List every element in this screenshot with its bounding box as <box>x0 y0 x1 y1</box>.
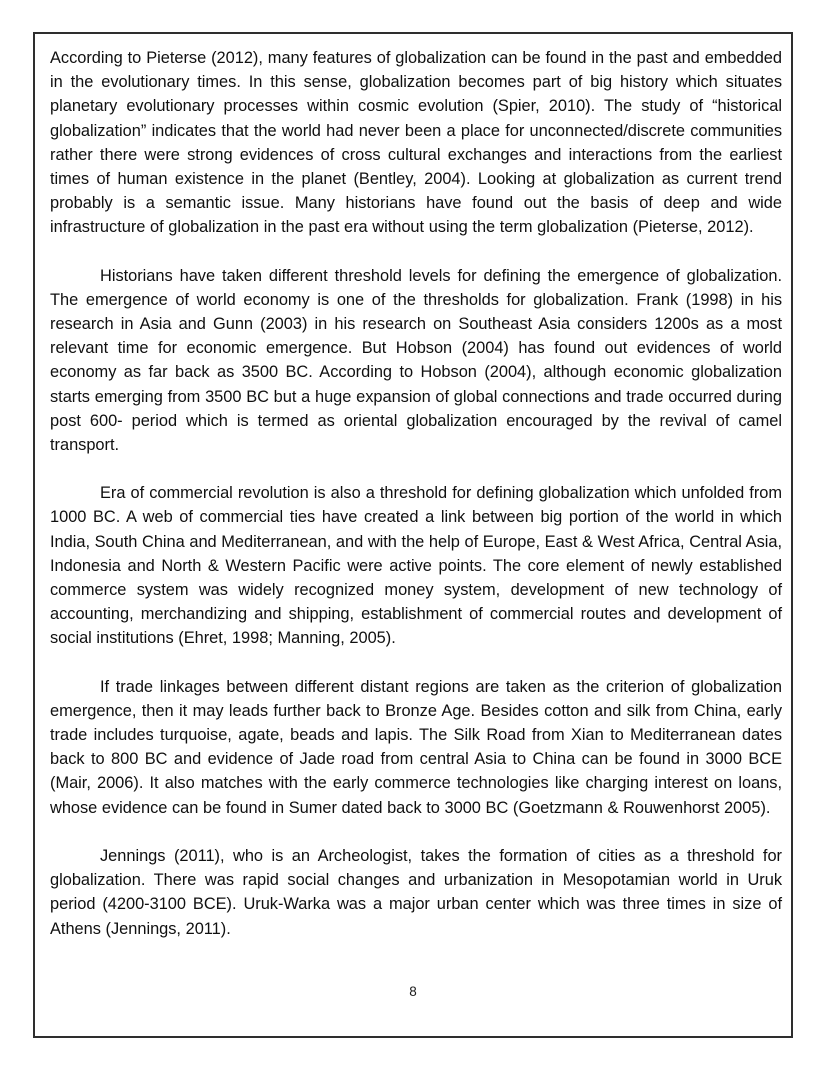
paragraph-jennings-cities: Jennings (2011), who is an Archeologist, takes the formation of cities as a threshold for globalization. There was rapid social changes and urbanization in Mesopotamian world in Uruk period (4200-3100 BCE). Uruk-Warka was a major urban center which was three times in size of Athens (Jennings, 2011). <box>50 846 782 938</box>
paragraph-threshold-levels: Historians have taken different threshold levels for defining the emergence of globalization. The emergence of world economy is one of the thresholds for globalization. Frank (1998) in his research in Asia and Gunn (2003) in his research on Southeast Asia considers 1200s as a most relevant time for economic emergence. But Hobson (2004) has found out evidences of world economy as far back as 3500 BC. According to Hobson (2004), although economic globalization starts emerging from 3500 BC but a huge expansion of global connections and trade occurred during post 600- period which is termed as oriental globalization encouraged by the revival of camel transport. <box>50 266 782 455</box>
paragraph-trade-linkages: If trade linkages between different distant regions are taken as the criterion of globalization emergence, then it may leads further back to Bronze Age. Besides cotton and silk from China, early trade includes turquoise, agate, beads and lapis. The Silk Road from Xian to Mediterranean dates back to 800 BC and evidence of Jade road from central Asia to China can be found in 3000 BCE (Mair, 2006). It also matches with the early commerce technologies like charging interest on loans, whose evidence can be found in Sumer dated back to 3000 BC (Goetzmann & Rouwenhorst 2005). <box>50 677 782 817</box>
paragraph-pieterse-big-history: According to Pieterse (2012), many features of globalization can be found in the past and embedded in the evolutionary times. In this sense, globalization becomes part of big history which situates planetary evolutionary processes within cosmic evolution (Spier, 2010). The study of “historical globalization” indicates that the world had never been a place for unconnected/discrete communities rather there were strong evidences of cross cultural exchanges and interactions from the earliest times of human existence in the planet (Bentley, 2004). Looking at globalization as current trend probably is a semantic issue. Many historians have found out the basis of deep and wide infrastructure of globalization in the past era without using the term globalization (Pieterse, 2012). <box>50 49 782 237</box>
document-body-text <box>50 46 782 941</box>
paragraph-commercial-revolution: Era of commercial revolution is also a threshold for defining globalization which unfolded from 1000 BC. A web of commercial ties have created a link between big portion of the world in which India, South China and Mediterranean, and with the help of Europe, East & West Africa, Central Asia, Indonesia and North & Western Pacific were active points. The core element of newly established commerce system was widely recognized money system, development of new technology of accounting, merchandizing and shipping, establishment of commercial routes and development of social institutions (Ehret, 1998; Manning, 2005). <box>50 484 782 648</box>
page-number: 8 <box>409 984 417 999</box>
document-page-sheet <box>33 32 793 1038</box>
